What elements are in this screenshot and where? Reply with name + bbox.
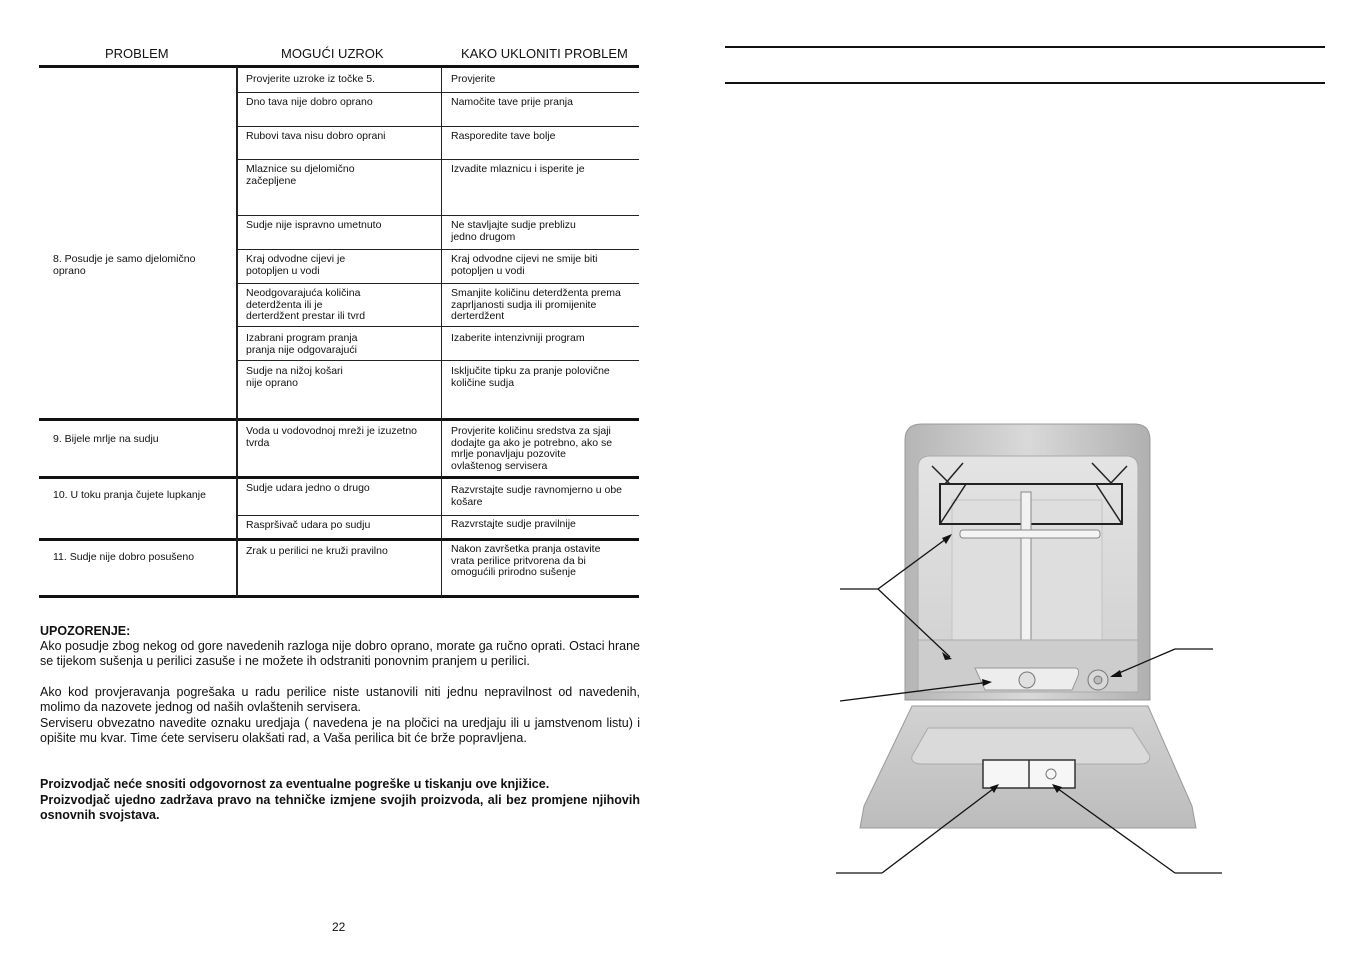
cause-cell: Izabrani program pranja pranja nije odgovarajući	[246, 332, 358, 356]
cause-cell: Sudje na nižoj košari nije oprano	[246, 365, 343, 389]
cause-cell: Dno tava nije dobro oprano	[246, 96, 373, 108]
warning-paragraph-1: Ako posudje zbog nekog od gore navedenih razloga nije dobro oprano, morate ga ručno oprati. Ostaci hrane se tijekom sušenja u perilici zasuše i ne možete ih odstraniti ponovnim pranjem u perilici.	[40, 639, 640, 668]
disclaimer-line-2: Proizvodjač ujedno zadržava pravo na tehničke izmjene svojih proizvoda, ali bez promjene njihovih osnovnih svojstava.	[40, 793, 640, 822]
header-cause: MOGUĆI UZROK	[281, 46, 384, 61]
problem-label: 10. U toku pranja čujete lupkanje	[53, 489, 206, 501]
fix-cell: Izaberite intenzivniji program	[451, 332, 585, 344]
warning-paragraph-3: Serviseru obvezatno navedite oznaku uredjaja ( navedena je na pločici na uredjaju ili u jamstvenom listu) i opišite mu kvar. Time ćete serviseru olakšati rad, a Vaša perilica bit će brže popravljena.	[40, 716, 640, 745]
fix-cell: Razvrstajte sudje ravnomjerno u obe košare	[451, 484, 623, 508]
fix-cell: Namočite tave prije pranja	[451, 96, 573, 108]
cause-cell: Zrak u perilici ne kruži pravilno	[246, 545, 388, 557]
problem-label: 11. Sudje nije dobro posušeno	[53, 551, 195, 563]
fix-cell: Smanjite količinu deterdženta prema zaprljanosti sudja ili promijenite derterdžent	[451, 287, 621, 322]
header-fix: KAKO UKLONITI PROBLEM	[461, 46, 628, 61]
fix-cell: Kraj odvodne cijevi ne smije biti potopljen u vodi	[451, 253, 598, 277]
header-problem: PROBLEM	[105, 46, 169, 61]
fix-cell: Razvrstajte sudje pravilnije	[451, 518, 576, 530]
fix-cell: Rasporedite tave bolje	[451, 130, 556, 142]
problem-label: 8. Posudje je samo djelomično oprano	[53, 253, 196, 277]
page-number: 22	[332, 920, 346, 934]
warning-title: UPOZORENJE:	[40, 624, 131, 638]
fix-cell: Provjerite	[451, 73, 496, 85]
fix-cell: Nakon završetka pranja ostavite vrata perilice pritvorena da bi omogućili prirodno sušenje	[451, 543, 601, 578]
cause-cell: Sudje nije ispravno umetnuto	[246, 219, 382, 231]
problem-label: 9. Bijele mrlje na sudju	[53, 433, 159, 445]
cause-cell: Raspršivač udara po sudju	[246, 519, 371, 531]
cause-cell: Mlaznice su djelomično začepljene	[246, 163, 355, 187]
fix-cell: Ne stavljajte sudje preblizu jedno drugom	[451, 219, 576, 243]
fix-cell: Provjerite količinu sredstva za sjaji dodajte ga ako je potrebno, ako se mrlje ponavljaju pozovite ovlaštenog servisera	[451, 425, 613, 472]
cause-cell: Kraj odvodne cijevi je potopljen u vodi	[246, 253, 346, 277]
warning-paragraph-2: Ako kod provjeravanja pogrešaka u radu perilice niste ustanovili niti jednu nepravilnost od navedenih, molimo da nazovete jednog od naših ovlaštenih servisera.	[40, 685, 640, 714]
fix-cell: Isključite tipku za pranje polovične količine sudja	[451, 365, 610, 389]
cause-cell: Sudje udara jedno o drugo	[246, 482, 370, 494]
cause-cell: Voda u vodovodnoj mreži je izuzetno tvrda	[246, 425, 418, 449]
fix-cell: Izvadite mlaznicu i isperite je	[451, 163, 585, 175]
cause-cell: Rubovi tava nisu dobro oprani	[246, 130, 386, 142]
cause-cell: Neodgovarajuća količina deterdženta ili je derterdžent prestar ili tvrd	[246, 287, 366, 322]
cause-cell: Provjerite uzroke iz točke 5.	[246, 73, 375, 85]
disclaimer-line-1: Proizvodjač neće snositi odgovornost za eventualne pogreške u tiskanju ove knjižice.	[40, 777, 550, 791]
